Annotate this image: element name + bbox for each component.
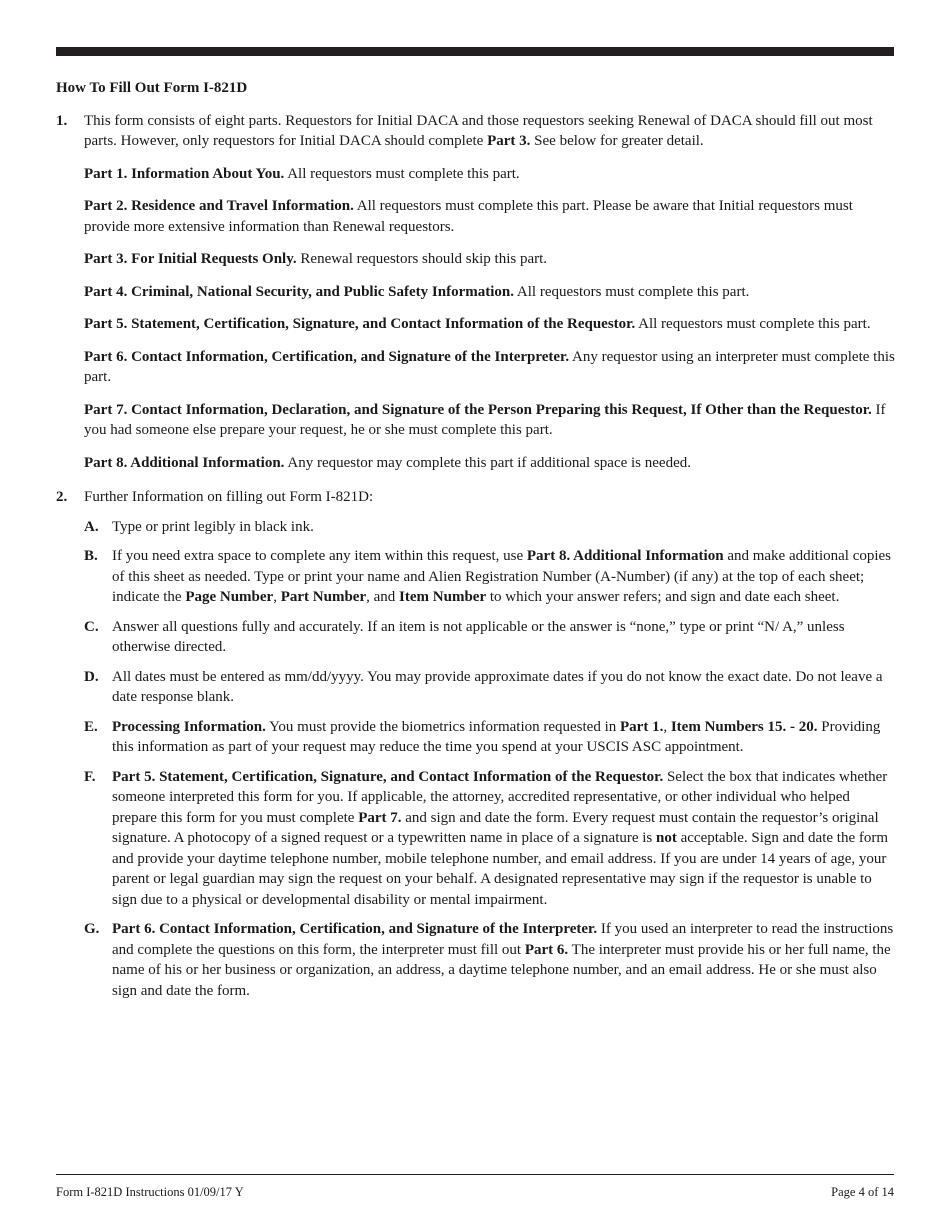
item-g: G. Part 6. Contact Information, Certification, and Signature of the Interpreter. If you used an interpreter to read the instructions and complete the questions on this form, the interpreter must fill out Part 6. The interpreter must provide his or her full name, the name of his or her business or organization, an address, a daytime telephone number, and an email address. He or she must also sign and date the form. — [84, 921, 894, 999]
section-1-intro: This form consists of eight parts. Requestors for Initial DACA and those requestors seeking Renewal of DACA should fill out most parts. However, only requestors for Initial DACA should complete Part 3. See below for greater detail. — [84, 112, 873, 149]
section-1 — [56, 111, 896, 474]
item-c: C. Answer all questions fully and accurately. If an item is not applicable or the answer is “none,” type or print “N/ A,” unless otherwise directed. — [84, 618, 845, 655]
page-heading: How To Fill Out Form I-821D — [56, 80, 248, 96]
part-8-description: Part 8. Additional Information. Any requestor may complete this part if additional space is needed. — [84, 454, 691, 471]
part-4-description: Part 4. Criminal, National Security, and Public Safety Information. All requestors must complete this part. — [84, 283, 750, 300]
item-b: B. If you need extra space to complete any item within this request, use Part 8. Additional Information and make additional copies of this sheet as needed. Type or print your name and Alien Registration Number (A-Number) (if any) at the top of each sheet; indicate the Page Number, Part Number, and Item Number to which your answer refers; and sign and date each sheet. — [84, 548, 892, 605]
section-2 — [56, 487, 896, 1001]
section-1-number: 1. — [56, 112, 68, 129]
top-rule — [56, 47, 894, 56]
page-content — [56, 78, 896, 1010]
part-5-description: Part 5. Statement, Certification, Signature, and Contact Information of the Requestor. All requestors must complete this part. — [84, 316, 871, 332]
item-a: A. Type or print legibly in black ink. — [84, 518, 314, 535]
footer-form-id: Form I-821D Instructions 01/09/17 Y — [56, 1185, 244, 1199]
item-e: E. Processing Information. You must provide the biometrics information requested in Part 1., Item Numbers 15. - 20. Providing this information as part of your request may reduce the time you spend at your USCIS ASC appointment. — [84, 718, 881, 755]
part-1-description: Part 1. Information About You. All requestors must complete this part. — [84, 165, 520, 182]
part-2-description: Part 2. Residence and Travel Information. All requestors must complete this part. Please be aware that Initial requestors must provide more extensive information than Renewal requestors. — [84, 198, 853, 235]
footer-rule — [56, 1174, 894, 1175]
part-3-description: Part 3. For Initial Requests Only. Renewal requestors should skip this part. — [84, 251, 548, 267]
item-f: F. Part 5. Statement, Certification, Signature, and Contact Information of the Requestor. Select the box that indicates whether someone interpreted this form for you. If applicable, the attorney, accredited representative, or other individual who helped prepare this form for you must complete Part 7. and sign and date the form. Every request must contain the requestor’s original signature. A photocopy of a signed request or a typewritten name in place of a signature is not acceptable. Sign and date the form and provide your daytime telephone number, mobile telephone number, and email address. If you are under 14 years of age, your parent or legal guardian may sign the request on your behalf. A designated representative may sign if the requestor is unable to sign due to a physical or developmental disability or mental impairment. — [84, 768, 889, 908]
section-2-intro: Further Information on filling out Form I-821D: — [84, 489, 374, 505]
footer-page-number: Page 4 of 14 — [831, 1185, 894, 1199]
section-2-number: 2. — [56, 489, 68, 505]
item-d: D. All dates must be entered as mm/dd/yyyy. You may provide approximate dates if you do not know the exact date. Do not leave a date response blank. — [84, 668, 883, 705]
part-6-description: Part 6. Contact Information, Certification, and Signature of the Interpreter. Any requestor using an interpreter must complete this part. — [84, 348, 895, 385]
part-7-description: Part 7. Contact Information, Declaration, and Signature of the Person Preparing this Request, If Other than the Requestor. If you had someone else prepare your request, he or she must complete this part. — [84, 401, 886, 438]
